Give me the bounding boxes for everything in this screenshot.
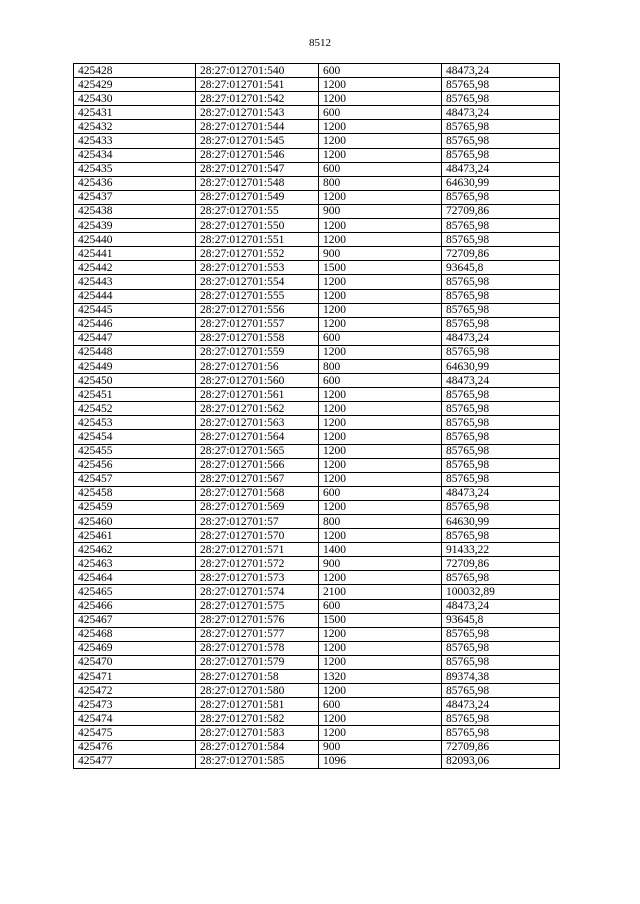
value-cell: 85765,98 (442, 402, 560, 416)
cadastral-number-cell: 28:27:012701:559 (196, 345, 319, 359)
area-cell: 1200 (319, 148, 442, 162)
area-cell: 900 (319, 557, 442, 571)
area-cell: 1200 (319, 458, 442, 472)
row-number-cell: 425472 (74, 684, 196, 698)
table-row (74, 698, 560, 712)
value-cell: 85765,98 (442, 458, 560, 472)
area-cell: 800 (319, 176, 442, 190)
cadastral-number-cell: 28:27:012701:541 (196, 78, 319, 92)
row-number-cell: 425462 (74, 543, 196, 557)
area-cell: 600 (319, 599, 442, 613)
area-cell: 1200 (319, 388, 442, 402)
table-row (74, 430, 560, 444)
value-cell: 64630,99 (442, 359, 560, 373)
table-row (74, 64, 560, 78)
cadastral-number-cell: 28:27:012701:570 (196, 529, 319, 543)
area-cell: 1200 (319, 712, 442, 726)
row-number-cell: 425441 (74, 247, 196, 261)
row-number-cell: 425429 (74, 78, 196, 92)
table-row (74, 388, 560, 402)
table-row (74, 233, 560, 247)
cadastral-number-cell: 28:27:012701:551 (196, 233, 319, 247)
row-number-cell: 425428 (74, 64, 196, 78)
row-number-cell: 425448 (74, 345, 196, 359)
row-number-cell: 425437 (74, 190, 196, 204)
value-cell: 64630,99 (442, 515, 560, 529)
value-cell: 85765,98 (442, 219, 560, 233)
row-number-cell: 425440 (74, 233, 196, 247)
table-row (74, 92, 560, 106)
row-number-cell: 425438 (74, 204, 196, 218)
area-cell: 1200 (319, 684, 442, 698)
value-cell: 85765,98 (442, 388, 560, 402)
row-number-cell: 425477 (74, 754, 196, 768)
area-cell: 1500 (319, 613, 442, 627)
cadastral-number-cell: 28:27:012701:554 (196, 275, 319, 289)
row-number-cell: 425467 (74, 613, 196, 627)
area-cell: 1200 (319, 402, 442, 416)
cadastral-number-cell: 28:27:012701:582 (196, 712, 319, 726)
value-cell: 85765,98 (442, 712, 560, 726)
area-cell: 900 (319, 204, 442, 218)
value-cell: 91433,22 (442, 543, 560, 557)
area-cell: 1200 (319, 444, 442, 458)
value-cell: 85765,98 (442, 120, 560, 134)
cadastral-number-cell: 28:27:012701:543 (196, 106, 319, 120)
area-cell: 1400 (319, 543, 442, 557)
table-row (74, 613, 560, 627)
area-cell: 2100 (319, 585, 442, 599)
table-row (74, 670, 560, 684)
area-cell: 1200 (319, 726, 442, 740)
table-row (74, 275, 560, 289)
cadastral-number-cell: 28:27:012701:58 (196, 670, 319, 684)
area-cell: 1200 (319, 190, 442, 204)
table-row (74, 134, 560, 148)
table-row (74, 754, 560, 768)
cadastral-number-cell: 28:27:012701:546 (196, 148, 319, 162)
cadastral-number-cell: 28:27:012701:552 (196, 247, 319, 261)
row-number-cell: 425458 (74, 486, 196, 500)
table-row (74, 740, 560, 754)
area-cell: 1200 (319, 472, 442, 486)
table-row (74, 543, 560, 557)
area-cell: 1200 (319, 92, 442, 106)
area-cell: 1200 (319, 655, 442, 669)
value-cell: 85765,98 (442, 289, 560, 303)
cadastral-number-cell: 28:27:012701:580 (196, 684, 319, 698)
data-table (73, 63, 560, 769)
table-row (74, 120, 560, 134)
cadastral-number-cell: 28:27:012701:576 (196, 613, 319, 627)
row-number-cell: 425468 (74, 627, 196, 641)
area-cell: 800 (319, 515, 442, 529)
value-cell: 85765,98 (442, 275, 560, 289)
cadastral-number-cell: 28:27:012701:575 (196, 599, 319, 613)
cadastral-number-cell: 28:27:012701:573 (196, 571, 319, 585)
value-cell: 82093,06 (442, 754, 560, 768)
area-cell: 1200 (319, 317, 442, 331)
value-cell: 85765,98 (442, 684, 560, 698)
table-row (74, 162, 560, 176)
table-row (74, 500, 560, 514)
area-cell: 1200 (319, 233, 442, 247)
table-row (74, 331, 560, 345)
table-row (74, 458, 560, 472)
table-row (74, 571, 560, 585)
row-number-cell: 425451 (74, 388, 196, 402)
value-cell: 72709,86 (442, 740, 560, 754)
value-cell: 48473,24 (442, 64, 560, 78)
value-cell: 85765,98 (442, 190, 560, 204)
area-cell: 600 (319, 64, 442, 78)
area-cell: 1200 (319, 529, 442, 543)
table-row (74, 261, 560, 275)
row-number-cell: 425464 (74, 571, 196, 585)
cadastral-number-cell: 28:27:012701:584 (196, 740, 319, 754)
row-number-cell: 425434 (74, 148, 196, 162)
area-cell: 1200 (319, 289, 442, 303)
table-row (74, 303, 560, 317)
cadastral-number-cell: 28:27:012701:550 (196, 219, 319, 233)
value-cell: 85765,98 (442, 317, 560, 331)
value-cell: 48473,24 (442, 106, 560, 120)
value-cell: 100032,89 (442, 585, 560, 599)
row-number-cell: 425445 (74, 303, 196, 317)
value-cell: 85765,98 (442, 444, 560, 458)
row-number-cell: 425456 (74, 458, 196, 472)
cadastral-number-cell: 28:27:012701:581 (196, 698, 319, 712)
table-row (74, 190, 560, 204)
value-cell: 85765,98 (442, 303, 560, 317)
row-number-cell: 425457 (74, 472, 196, 486)
row-number-cell: 425470 (74, 655, 196, 669)
cadastral-number-cell: 28:27:012701:567 (196, 472, 319, 486)
cadastral-number-cell: 28:27:012701:57 (196, 515, 319, 529)
row-number-cell: 425432 (74, 120, 196, 134)
area-cell: 1200 (319, 134, 442, 148)
value-cell: 93645,8 (442, 613, 560, 627)
area-cell: 900 (319, 247, 442, 261)
table-row (74, 106, 560, 120)
value-cell: 85765,98 (442, 430, 560, 444)
area-cell: 1320 (319, 670, 442, 684)
area-cell: 900 (319, 740, 442, 754)
cadastral-number-cell: 28:27:012701:556 (196, 303, 319, 317)
row-number-cell: 425433 (74, 134, 196, 148)
cadastral-number-cell: 28:27:012701:553 (196, 261, 319, 275)
row-number-cell: 425476 (74, 740, 196, 754)
row-number-cell: 425473 (74, 698, 196, 712)
cadastral-number-cell: 28:27:012701:548 (196, 176, 319, 190)
row-number-cell: 425447 (74, 331, 196, 345)
area-cell: 600 (319, 331, 442, 345)
area-cell: 1200 (319, 430, 442, 444)
table-row (74, 148, 560, 162)
table-row (74, 444, 560, 458)
row-number-cell: 425460 (74, 515, 196, 529)
row-number-cell: 425446 (74, 317, 196, 331)
table-row (74, 402, 560, 416)
area-cell: 800 (319, 359, 442, 373)
cadastral-number-cell: 28:27:012701:545 (196, 134, 319, 148)
value-cell: 85765,98 (442, 134, 560, 148)
row-number-cell: 425431 (74, 106, 196, 120)
cadastral-number-cell: 28:27:012701:577 (196, 627, 319, 641)
value-cell: 72709,86 (442, 247, 560, 261)
value-cell: 72709,86 (442, 204, 560, 218)
cadastral-number-cell: 28:27:012701:569 (196, 500, 319, 514)
value-cell: 85765,98 (442, 148, 560, 162)
value-cell: 72709,86 (442, 557, 560, 571)
cadastral-number-cell: 28:27:012701:566 (196, 458, 319, 472)
table-row (74, 472, 560, 486)
row-number-cell: 425459 (74, 500, 196, 514)
area-cell: 600 (319, 374, 442, 388)
row-number-cell: 425475 (74, 726, 196, 740)
table-row (74, 627, 560, 641)
value-cell: 93645,8 (442, 261, 560, 275)
table-row (74, 374, 560, 388)
row-number-cell: 425435 (74, 162, 196, 176)
area-cell: 1500 (319, 261, 442, 275)
table-row (74, 557, 560, 571)
value-cell: 64630,99 (442, 176, 560, 190)
area-cell: 1200 (319, 416, 442, 430)
cadastral-number-cell: 28:27:012701:561 (196, 388, 319, 402)
value-cell: 89374,38 (442, 670, 560, 684)
cadastral-number-cell: 28:27:012701:542 (196, 92, 319, 106)
row-number-cell: 425465 (74, 585, 196, 599)
row-number-cell: 425453 (74, 416, 196, 430)
area-cell: 600 (319, 106, 442, 120)
row-number-cell: 425436 (74, 176, 196, 190)
cadastral-number-cell: 28:27:012701:563 (196, 416, 319, 430)
row-number-cell: 425461 (74, 529, 196, 543)
row-number-cell: 425471 (74, 670, 196, 684)
cadastral-number-cell: 28:27:012701:572 (196, 557, 319, 571)
cadastral-number-cell: 28:27:012701:578 (196, 641, 319, 655)
cadastral-number-cell: 28:27:012701:585 (196, 754, 319, 768)
row-number-cell: 425469 (74, 641, 196, 655)
area-cell: 1200 (319, 303, 442, 317)
area-cell: 600 (319, 162, 442, 176)
row-number-cell: 425452 (74, 402, 196, 416)
row-number-cell: 425455 (74, 444, 196, 458)
value-cell: 85765,98 (442, 416, 560, 430)
value-cell: 85765,98 (442, 345, 560, 359)
table-row (74, 176, 560, 190)
table-body (74, 64, 560, 769)
page-number: 8512 (309, 37, 331, 49)
cadastral-number-cell: 28:27:012701:555 (196, 289, 319, 303)
cadastral-number-cell: 28:27:012701:540 (196, 64, 319, 78)
value-cell: 85765,98 (442, 233, 560, 247)
value-cell: 85765,98 (442, 627, 560, 641)
cadastral-number-cell: 28:27:012701:547 (196, 162, 319, 176)
area-cell: 1200 (319, 78, 442, 92)
table-row (74, 289, 560, 303)
value-cell: 48473,24 (442, 374, 560, 388)
area-cell: 1200 (319, 500, 442, 514)
table-row (74, 585, 560, 599)
cadastral-number-cell: 28:27:012701:583 (196, 726, 319, 740)
cadastral-number-cell: 28:27:012701:544 (196, 120, 319, 134)
row-number-cell: 425443 (74, 275, 196, 289)
row-number-cell: 425454 (74, 430, 196, 444)
cadastral-number-cell: 28:27:012701:564 (196, 430, 319, 444)
cadastral-number-cell: 28:27:012701:565 (196, 444, 319, 458)
table-row (74, 529, 560, 543)
value-cell: 85765,98 (442, 641, 560, 655)
area-cell: 1200 (319, 275, 442, 289)
value-cell: 85765,98 (442, 500, 560, 514)
cadastral-number-cell: 28:27:012701:549 (196, 190, 319, 204)
table-row (74, 684, 560, 698)
area-cell: 600 (319, 698, 442, 712)
cadastral-number-cell: 28:27:012701:568 (196, 486, 319, 500)
table-row (74, 655, 560, 669)
table-row (74, 359, 560, 373)
cadastral-number-cell: 28:27:012701:579 (196, 655, 319, 669)
area-cell: 1200 (319, 219, 442, 233)
value-cell: 85765,98 (442, 571, 560, 585)
value-cell: 85765,98 (442, 472, 560, 486)
area-cell: 1200 (319, 571, 442, 585)
table-row (74, 204, 560, 218)
cadastral-number-cell: 28:27:012701:562 (196, 402, 319, 416)
area-cell: 1200 (319, 120, 442, 134)
value-cell: 85765,98 (442, 92, 560, 106)
area-cell: 1200 (319, 641, 442, 655)
table-row (74, 712, 560, 726)
cadastral-number-cell: 28:27:012701:574 (196, 585, 319, 599)
cadastral-number-cell: 28:27:012701:557 (196, 317, 319, 331)
cadastral-number-cell: 28:27:012701:571 (196, 543, 319, 557)
row-number-cell: 425450 (74, 374, 196, 388)
area-cell: 600 (319, 486, 442, 500)
table-row (74, 219, 560, 233)
table-row (74, 641, 560, 655)
cadastral-number-cell: 28:27:012701:558 (196, 331, 319, 345)
table-row (74, 345, 560, 359)
value-cell: 85765,98 (442, 529, 560, 543)
value-cell: 48473,24 (442, 698, 560, 712)
value-cell: 48473,24 (442, 331, 560, 345)
row-number-cell: 425463 (74, 557, 196, 571)
area-cell: 1200 (319, 345, 442, 359)
row-number-cell: 425442 (74, 261, 196, 275)
value-cell: 85765,98 (442, 726, 560, 740)
table-row (74, 78, 560, 92)
value-cell: 48473,24 (442, 162, 560, 176)
cadastral-number-cell: 28:27:012701:56 (196, 359, 319, 373)
row-number-cell: 425466 (74, 599, 196, 613)
row-number-cell: 425444 (74, 289, 196, 303)
table-row (74, 247, 560, 261)
cadastral-number-cell: 28:27:012701:560 (196, 374, 319, 388)
value-cell: 85765,98 (442, 655, 560, 669)
table-row (74, 515, 560, 529)
row-number-cell: 425439 (74, 219, 196, 233)
table-row (74, 599, 560, 613)
row-number-cell: 425430 (74, 92, 196, 106)
value-cell: 48473,24 (442, 486, 560, 500)
table-row (74, 486, 560, 500)
table-row (74, 416, 560, 430)
row-number-cell: 425449 (74, 359, 196, 373)
value-cell: 48473,24 (442, 599, 560, 613)
area-cell: 1200 (319, 627, 442, 641)
cadastral-number-cell: 28:27:012701:55 (196, 204, 319, 218)
value-cell: 85765,98 (442, 78, 560, 92)
row-number-cell: 425474 (74, 712, 196, 726)
table-row (74, 317, 560, 331)
area-cell: 1096 (319, 754, 442, 768)
table-row (74, 726, 560, 740)
